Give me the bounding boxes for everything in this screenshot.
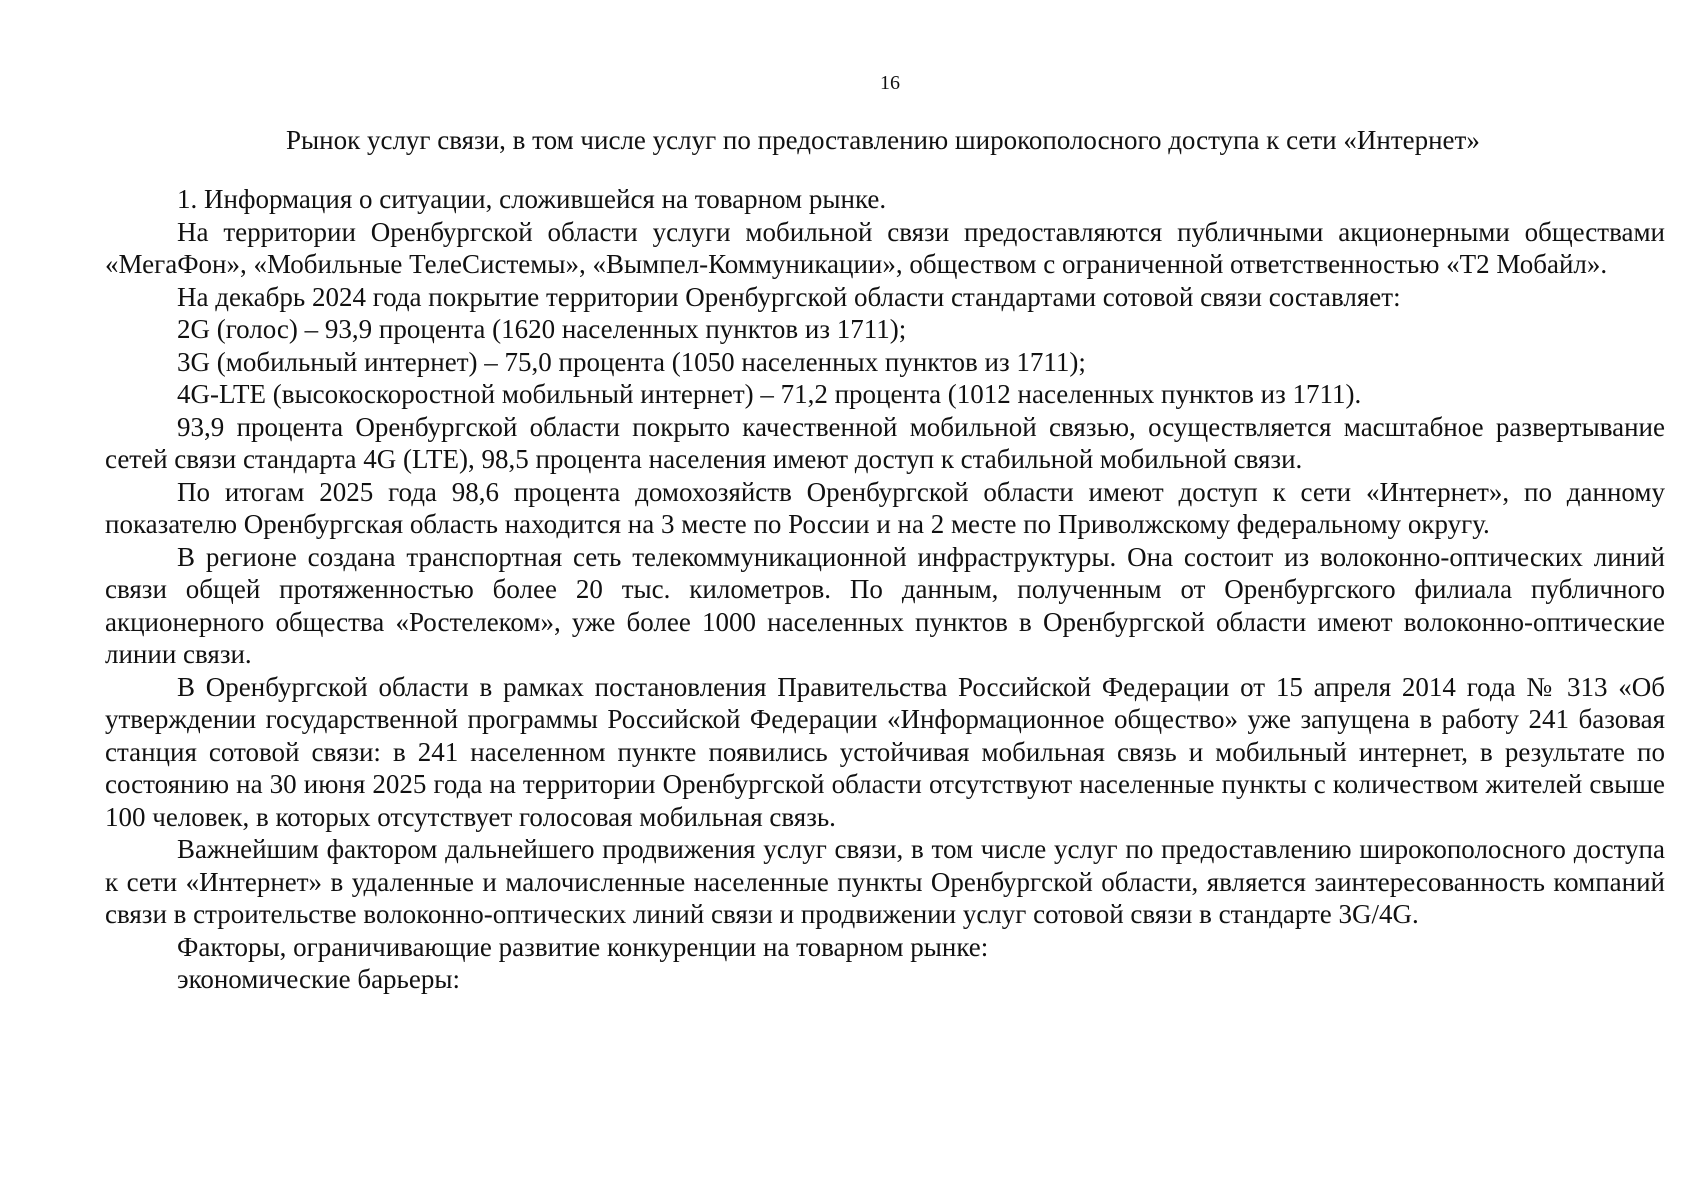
paragraph-limiting-factors: Факторы, ограничивающие развитие конкуренции на товарном рынке: xyxy=(177,931,989,962)
paragraph-quality-coverage: 93,9 процента Оренбургской области покрыто качественной мобильной связью, осуществляется масштабное развертывание сетей связи стандарта 4G (LTE), 98,5 процента населения имеют доступ к стабильной мобильной связи. xyxy=(105,411,1665,474)
paragraph-coverage-4g: 4G-LTE (высокоскоростной мобильный интернет) – 71,2 процента (1012 населенных пунктов из 1711). xyxy=(177,379,1362,409)
paragraph-economic-barriers: экономические барьеры: xyxy=(177,964,460,994)
paragraph-internet-access: По итогам 2025 года 98,6 процента домохозяйств Оренбургской области имеют доступ к сети «Интернет», по данному показателю Оренбургская область находится на 3 месте по России и на 2 месте по Приволжскому федеральному округу. xyxy=(105,476,1665,539)
paragraph-base-stations: В Оренбургской области в рамках постановления Правительства Российской Федерации от 15 апреля 2014 года № 313 «Об утверждении государственной программы Российской Федерации «Информационное общество» уже запущена в работу 241 базовая станция сотовой связи: в 241 населенном пункте появились устойчивая мобильная связь и мобильный интернет, в результате по состоянию на 30 июня 2025 года на территории Оренбургской области отсутствуют населенные пункты с количеством жителей свыше 100 человек, в которых отсутствует голосовая мобильная связь. xyxy=(105,671,1665,832)
paragraph-fiber-network: В регионе создана транспортная сеть телекоммуникационной инфраструктуры. Она состоит из волоконно-оптических линий связи общей протяженностью более 20 тыс. километров. По данным, полученным от Оренбургского филиала публичного акционерного общества «Ростелеком», уже более 1000 населенных пунктов в Оренбургской области имеют волоконно-оптические линии связи. xyxy=(105,541,1665,669)
section-title: Рынок услуг связи, в том числе услуг по предоставлению широкополосного доступа к сети «Интернет» xyxy=(286,125,1480,155)
paragraph-coverage-3g: 3G (мобильный интернет) – 75,0 процента (1050 населенных пунктов из 1711); xyxy=(177,346,1086,377)
paragraph-coverage-intro: На декабрь 2024 года покрытие территории Оренбургской области стандартами сотовой связи составляет: xyxy=(177,281,1401,312)
paragraph-key-factor: Важнейшим фактором дальнейшего продвижения услуг связи, в том числе услуг по предоставлению широкополосного доступа к сети «Интернет» в удаленные и малочисленные населенные пункты Оренбургской области, является заинтересованность компаний связи в строительстве волоконно-оптических линий связи и продвижении услуг сотовой связи в стандарте 3G/4G. xyxy=(105,834,1665,929)
paragraph-coverage-2g: 2G (голос) – 93,9 процента (1620 населенных пунктов из 1711); xyxy=(177,314,907,344)
paragraph-mobile-operators: На территории Оренбургской области услуги мобильной связи предоставляются публичными акционерными обществами «МегаФон», «Мобильные ТелеСистемы», «Вымпел-Коммуникации», обществом с ограниченной ответственностью «Т2 Мобайл». xyxy=(105,216,1665,279)
paragraph-market-info-heading: 1. Информация о ситуации, сложившейся на товарном рынке. xyxy=(177,184,887,214)
page-number: 16 xyxy=(880,72,900,94)
document-body xyxy=(105,183,1665,996)
